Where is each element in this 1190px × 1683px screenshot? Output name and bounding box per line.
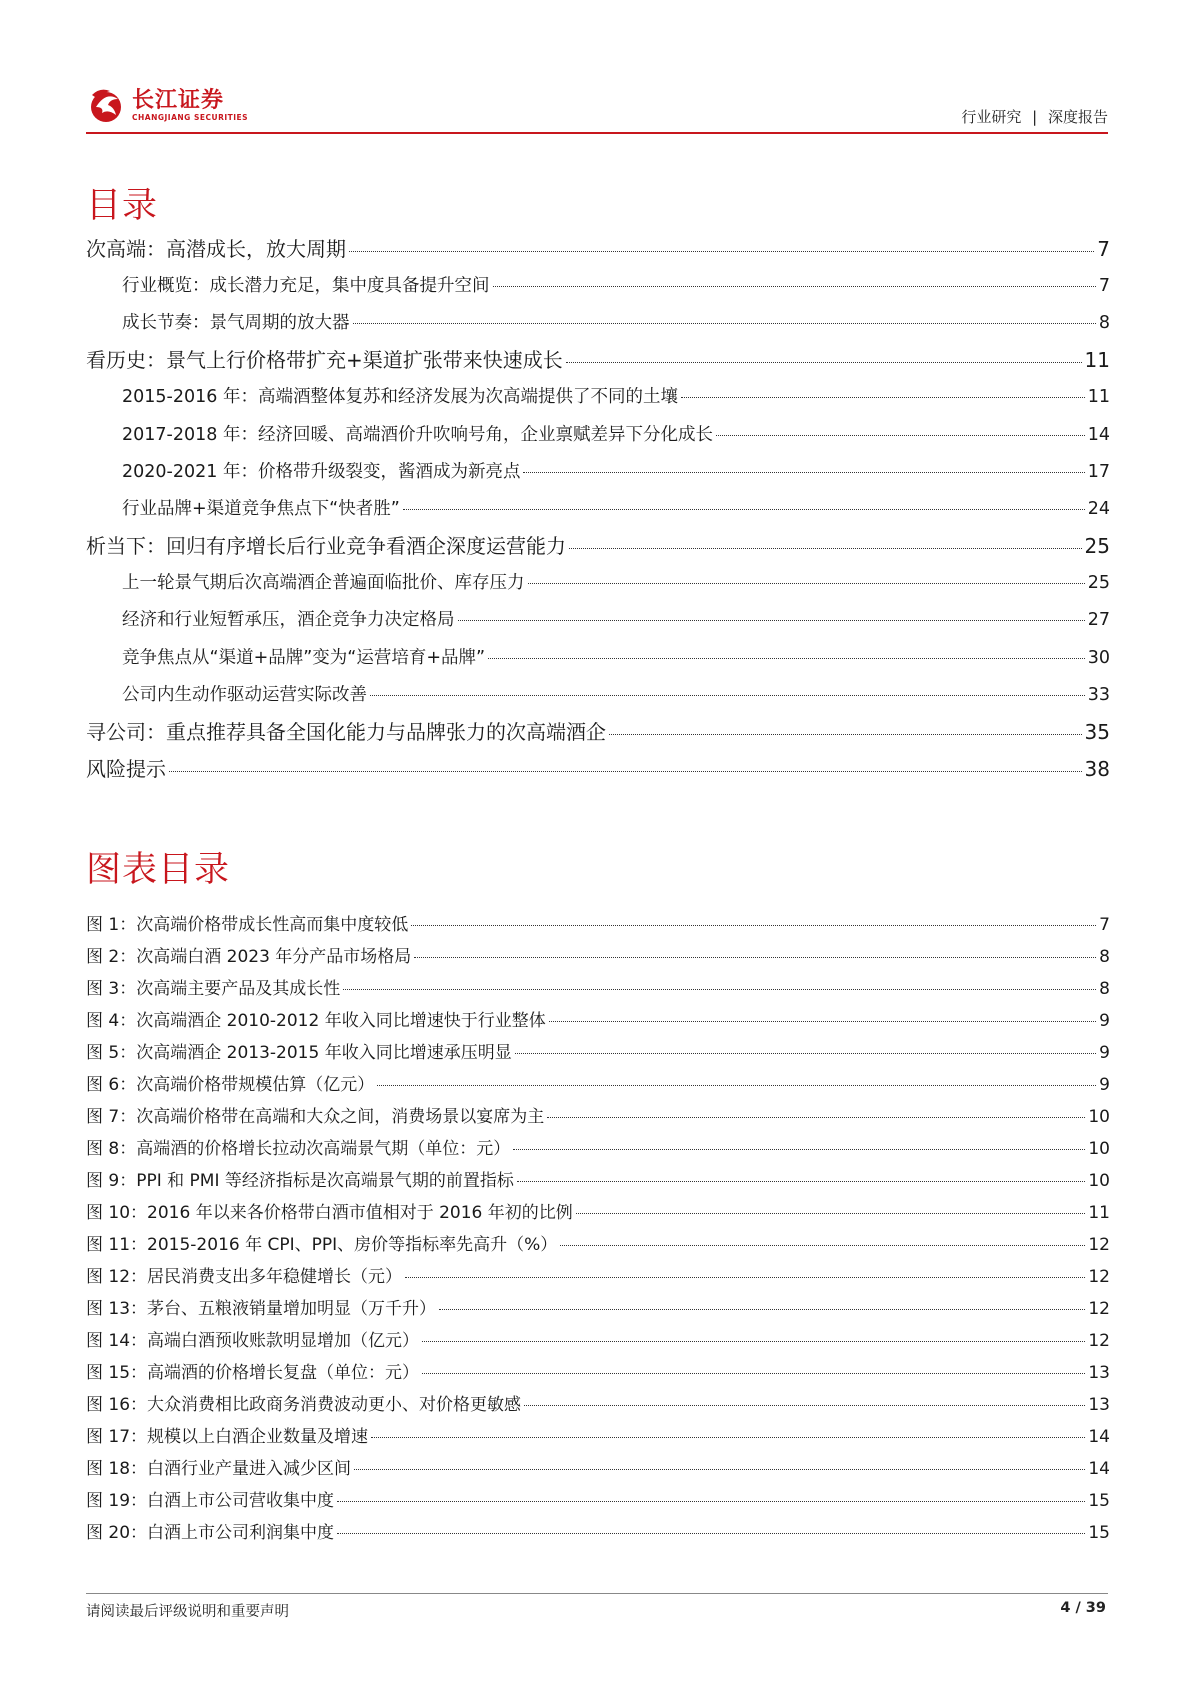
entry-page-number: 9 [1099, 1075, 1110, 1095]
dot-leader [354, 1469, 1085, 1470]
figure-entry[interactable] [86, 941, 1110, 973]
dot-leader [569, 548, 1082, 549]
dot-leader [560, 1245, 1085, 1246]
figure-entry[interactable] [86, 1261, 1110, 1293]
entry-title: 图 14：高端白酒预收账款明显增加（亿元） [86, 1331, 420, 1351]
dot-leader [371, 1437, 1085, 1438]
dragon-logo-icon [86, 85, 126, 125]
entry-title: 图 12：居民消费支出多年稳健增长（元） [86, 1267, 403, 1287]
figure-entry[interactable] [86, 909, 1110, 941]
report-type-label: 深度报告 [1047, 108, 1108, 126]
toc-section-entry[interactable] [86, 268, 1110, 305]
entry-title: 次高端：高潜成长，放大周期 [86, 237, 346, 261]
entry-title: 图 13：茅台、五粮液销量增加明显（万千升） [86, 1299, 437, 1319]
toc-title: 目录 [86, 186, 159, 226]
entry-page-number: 15 [1088, 1491, 1110, 1511]
dot-leader [405, 1277, 1085, 1278]
entry-page-number: 13 [1088, 1363, 1110, 1383]
company-logo [86, 82, 248, 128]
dot-leader [349, 251, 1094, 252]
dot-leader [515, 1053, 1096, 1054]
toc-section-entry[interactable] [86, 454, 1110, 491]
entry-title: 图 9：PPI 和 PMI 等经济指标是次高端景气期的前置指标 [86, 1171, 514, 1191]
toc-section-entry[interactable] [86, 417, 1110, 454]
entry-title: 析当下：回归有序增长后行业竞争看酒企深度运营能力 [86, 534, 566, 559]
entry-title: 公司内生动作驱动运营实际改善 [122, 684, 367, 705]
toc-chapter-entry[interactable] [86, 231, 1110, 268]
figure-list-title: 图表目录 [86, 850, 231, 890]
page-number: 4 / 39 [1060, 1600, 1106, 1616]
entry-title: 图 3：次高端主要产品及其成长性 [86, 979, 341, 999]
dot-leader [576, 1213, 1086, 1214]
toc-section-entry[interactable] [86, 379, 1110, 416]
entry-title: 图 2：次高端白酒 2023 年分产品市场格局 [86, 947, 412, 967]
entry-page-number: 10 [1088, 1139, 1110, 1159]
table-of-contents [86, 231, 1110, 788]
page-header [86, 82, 1108, 134]
entry-page-number: 14 [1087, 424, 1110, 445]
entry-page-number: 15 [1088, 1523, 1110, 1543]
entry-page-number: 24 [1087, 498, 1110, 519]
entry-page-number: 12 [1088, 1331, 1110, 1351]
toc-section-entry[interactable] [86, 602, 1110, 639]
toc-section-entry[interactable] [86, 565, 1110, 602]
dot-leader [458, 620, 1085, 621]
entry-title: 图 15：高端酒的价格增长复盘（单位：元） [86, 1363, 420, 1383]
figure-entry[interactable] [86, 1229, 1110, 1261]
entry-title: 图 20：白酒上市公司利润集中度 [86, 1523, 335, 1543]
toc-chapter-entry[interactable] [86, 342, 1110, 379]
dot-leader [488, 658, 1085, 659]
entry-page-number: 12 [1088, 1267, 1110, 1287]
entry-page-number: 14 [1088, 1459, 1110, 1479]
entry-title: 寻公司：重点推荐具备全国化能力与品牌张力的次高端酒企 [86, 719, 606, 744]
dot-leader [343, 989, 1096, 990]
figure-entry[interactable] [86, 1293, 1110, 1325]
figure-entry[interactable] [86, 1133, 1110, 1165]
figure-entry[interactable] [86, 1101, 1110, 1133]
dot-leader [513, 1149, 1085, 1150]
dot-leader [370, 695, 1085, 696]
entry-title: 图 8：高端酒的价格增长拉动次高端景气期（单位：元） [86, 1139, 511, 1159]
entry-page-number: 25 [1087, 573, 1110, 594]
logo-chinese-name: 长江证券 [132, 87, 225, 113]
toc-chapter-entry[interactable] [86, 714, 1110, 751]
dot-leader [414, 957, 1096, 958]
entry-page-number: 8 [1099, 979, 1110, 999]
entry-title: 风险提示 [86, 756, 166, 781]
entry-title: 图 4：次高端酒企 2010-2012 年收入同比增速快于行业整体 [86, 1011, 546, 1031]
figure-entry[interactable] [86, 1357, 1110, 1389]
entry-page-number: 11 [1087, 387, 1110, 408]
entry-title: 图 16：大众消费相比政商务消费波动更小、对价格更敏感 [86, 1395, 522, 1415]
entry-page-number: 9 [1099, 1011, 1110, 1031]
header-separator: | [1032, 108, 1038, 126]
entry-page-number: 13 [1088, 1395, 1110, 1415]
entry-page-number: 30 [1087, 647, 1110, 668]
toc-chapter-entry[interactable] [86, 751, 1110, 788]
entry-page-number: 10 [1088, 1107, 1110, 1127]
dot-leader [547, 1117, 1085, 1118]
entry-title: 图 11：2015-2016 年 CPI、PPI、房价等指标率先高升（%） [86, 1235, 558, 1255]
entry-page-number: 12 [1088, 1235, 1110, 1255]
entry-page-number: 9 [1099, 1043, 1110, 1063]
report-category [961, 106, 1108, 127]
entry-page-number: 7 [1099, 915, 1110, 935]
dot-leader [422, 1373, 1085, 1374]
figure-entry[interactable] [86, 1037, 1110, 1069]
entry-title: 上一轮景气期后次高端酒企普遍面临批价、库存压力 [122, 573, 525, 594]
figure-entry[interactable] [86, 1325, 1110, 1357]
entry-title: 图 17：规模以上白酒企业数量及增速 [86, 1427, 369, 1447]
toc-section-entry[interactable] [86, 491, 1110, 528]
entry-page-number: 12 [1088, 1299, 1110, 1319]
entry-title: 图 18：白酒行业产量进入减少区间 [86, 1459, 352, 1479]
dot-leader [716, 435, 1085, 436]
entry-title: 行业概览：成长潜力充足，集中度具备提升空间 [122, 276, 490, 296]
figure-entry[interactable] [86, 1197, 1110, 1229]
entry-title: 图 5：次高端酒企 2013-2015 年收入同比增速承压明显 [86, 1043, 512, 1063]
entry-title: 图 10：2016 年以来各价格带白酒市值相对于 2016 年初的比例 [86, 1203, 573, 1223]
dot-leader [377, 1085, 1096, 1086]
entry-page-number: 10 [1088, 1171, 1110, 1191]
figure-entry[interactable] [86, 973, 1110, 1005]
entry-page-number: 17 [1087, 461, 1110, 482]
figure-entry[interactable] [86, 1453, 1110, 1485]
entry-page-number: 27 [1087, 610, 1110, 631]
figure-entry[interactable] [86, 1485, 1110, 1517]
dot-leader [549, 1021, 1096, 1022]
dot-leader [422, 1341, 1085, 1342]
entry-page-number: 11 [1084, 348, 1110, 373]
dot-leader [517, 1181, 1085, 1182]
entry-title: 2020-2021 年：价格带升级裂变，酱酒成为新亮点 [122, 461, 521, 482]
entry-page-number: 8 [1098, 313, 1110, 334]
entry-title: 图 19：白酒上市公司营收集中度 [86, 1491, 335, 1511]
entry-page-number: 25 [1084, 534, 1110, 559]
figure-entry[interactable] [86, 1069, 1110, 1101]
entry-title: 行业品牌+渠道竞争焦点下“快者胜” [122, 498, 400, 519]
entry-title: 2017-2018 年：经济回暖、高端酒价升吹响号角，企业禀赋差异下分化成长 [122, 424, 713, 445]
entry-title: 图 7：次高端价格带在高端和大众之间，消费场景以宴席为主 [86, 1107, 545, 1127]
dot-leader [439, 1309, 1085, 1310]
entry-page-number: 11 [1088, 1203, 1110, 1223]
dot-leader [681, 397, 1085, 398]
dot-leader [609, 734, 1082, 735]
dot-leader [169, 771, 1082, 772]
dot-leader [353, 323, 1096, 324]
category-label: 行业研究 [961, 108, 1022, 126]
entry-title: 经济和行业短暂承压，酒企竞争力决定格局 [122, 610, 455, 631]
entry-page-number: 14 [1088, 1427, 1110, 1447]
figure-entry[interactable] [86, 1517, 1110, 1549]
logo-english-name: CHANGJIANG SECURITIES [132, 112, 249, 122]
figure-entry[interactable] [86, 1421, 1110, 1453]
entry-page-number: 33 [1087, 684, 1110, 705]
dot-leader [524, 1405, 1085, 1406]
figure-list [86, 909, 1110, 1549]
dot-leader [337, 1501, 1085, 1502]
entry-page-number: 38 [1084, 756, 1110, 781]
dot-leader [566, 362, 1082, 363]
entry-title: 看历史：景气上行价格带扩充+渠道扩张带来快速成长 [86, 348, 563, 373]
entry-page-number: 7 [1098, 276, 1110, 296]
dot-leader [403, 509, 1085, 510]
dot-leader [528, 583, 1085, 584]
entry-title: 图 1：次高端价格带成长性高而集中度较低 [86, 915, 409, 935]
entry-page-number: 35 [1084, 719, 1110, 744]
header-divider [86, 132, 1108, 134]
figure-entry[interactable] [86, 1165, 1110, 1197]
toc-section-entry[interactable] [86, 640, 1110, 677]
entry-page-number: 8 [1099, 947, 1110, 967]
toc-chapter-entry[interactable] [86, 528, 1110, 565]
footer-divider [86, 1593, 1108, 1594]
toc-section-entry[interactable] [86, 305, 1110, 342]
entry-title: 竞争焦点从“渠道+品牌”变为“运营培育+品牌” [122, 647, 486, 668]
dot-leader [411, 925, 1096, 926]
entry-title: 2015-2016 年：高端酒整体复苏和经济发展为次高端提供了不同的土壤 [122, 387, 678, 408]
footer-disclaimer: 请阅读最后评级说明和重要声明 [86, 1604, 289, 1620]
entry-title: 成长节奏：景气周期的放大器 [122, 313, 350, 334]
figure-entry[interactable] [86, 1005, 1110, 1037]
entry-title: 图 6：次高端价格带规模估算（亿元） [86, 1075, 375, 1095]
entry-page-number: 7 [1097, 237, 1110, 261]
dot-leader [523, 472, 1084, 473]
dot-leader [493, 286, 1096, 287]
figure-entry[interactable] [86, 1389, 1110, 1421]
toc-section-entry[interactable] [86, 677, 1110, 714]
dot-leader [337, 1533, 1085, 1534]
